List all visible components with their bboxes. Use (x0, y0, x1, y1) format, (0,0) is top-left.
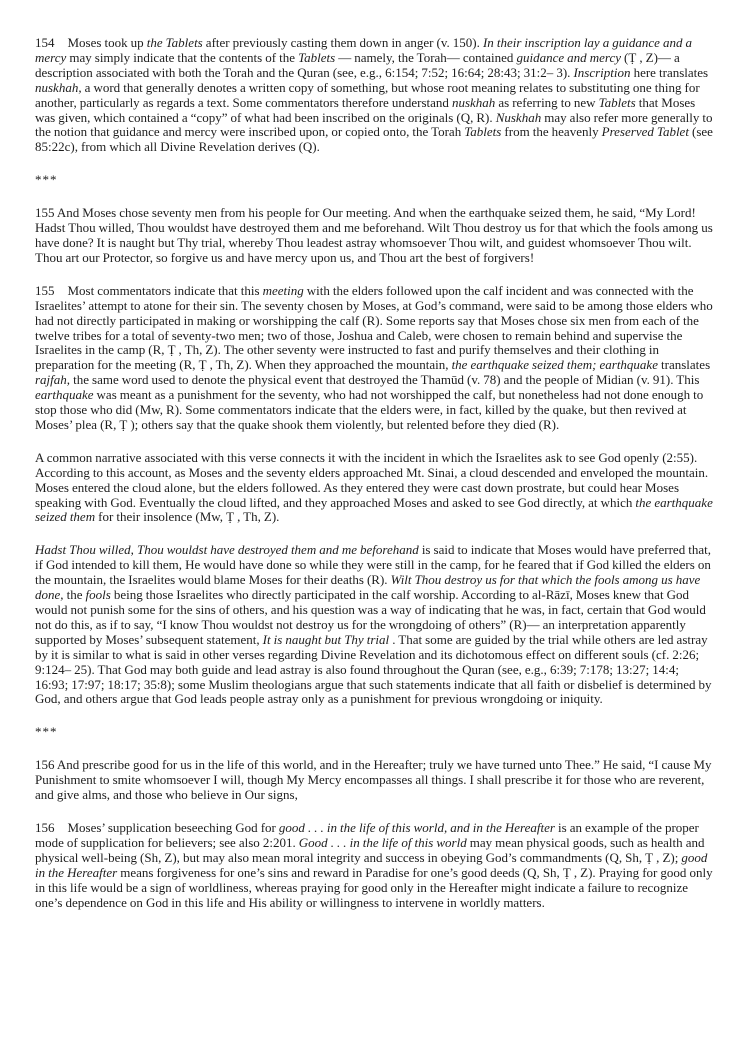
commentary-paragraph-154 (35, 36, 715, 155)
text-run: translates (657, 357, 711, 373)
italic-phrase: earthquake (35, 387, 94, 403)
text-run: that Moses was given, which contained a “copy” of what had been inscribed on the originals (Q, R). (35, 94, 696, 125)
italic-phrase: Tablets (598, 94, 636, 110)
section-separator-2: *** (35, 724, 58, 740)
text-run: here translates (630, 64, 709, 80)
text-run: means forgiveness for one’s sins and reward in Paradise for one’s good deeds (Q, Sh, Ṭ , Z). Praying for good only in this life would be a sign of worldliness, whereas praying for good only in the Hereafter might indicate a failure to recognize one’s dependence on God in this life and His ability or willingness to intervene in worldly matters. (35, 864, 713, 910)
commentary-text-container (35, 36, 715, 910)
italic-phrase: rajfah, (35, 372, 71, 388)
italic-phrase: Good . . . in the life of this world (298, 834, 467, 850)
text-run: is said to indicate that Moses would have preferred that, if God intended to kill them, He would have done so while they were still in the camp, for he feared that if God killed the elders on the mountain, the Israelites would blame Moses for their deaths (R). (35, 542, 711, 588)
text-run: from the heavenly (501, 124, 602, 140)
italic-phrase: meeting (262, 282, 304, 298)
text-run: the (63, 587, 86, 603)
italic-phrase: Preserved Tablet (601, 124, 689, 140)
text-run: was meant as a punishment for the seventy, who had not worshipped the calf, but nonetheless had not done enough to stop those who did (Mw, R). Some commentators indicate that the elders were, in fact, killed by the quake, but then revived at Moses’ plea (R, Ṭ ); others say that the quake shook them violently, but relented before they died (R). (35, 387, 704, 432)
italic-phrase: the earthquake seized them; earthquake (451, 357, 658, 373)
text-run: . That some are guided by the trial while others are led astray by it is similar to what is said in other verses regarding Divine Revelation and its dichotomous effect on different souls (cf. 2:26; 9:124– 25). That God may both guide and lead astray is also found throughout the Quran (see, e.g., 6:39; 7:178; 13:27; 14:4; 16:93; 17:97; 18:17; 35:8); some Muslim theologians argue that such statements indicate that all faith or disbelief is determined by God, and others argue that God leads people astray only as a punishment for previous wrongdoing or iniquity. (35, 631, 712, 707)
text-run: — namely, the Torah— contained (335, 49, 517, 65)
text-run: the same word used to denote the physical event that destroyed the Thamūd (v. 78) and the people of Midian (v. 91). This (70, 372, 700, 388)
italic-phrase: fools (85, 587, 111, 603)
italic-phrase: the earthquake seized them (35, 494, 713, 525)
italic-phrase: Inscription (573, 64, 631, 80)
text-run: may simply indicate that the contents of the (66, 49, 299, 65)
text-run: for their insolence (Mw, Ṭ , Th, Z). (95, 509, 280, 525)
commentary-paragraph-155 (35, 284, 715, 433)
italic-phrase: good . . . in the life of this world, and in the Hereafter (278, 819, 555, 835)
text-run: 156 Moses’ supplication beseeching God for (35, 819, 279, 835)
commentary-paragraph-156 (35, 821, 715, 910)
text-run: is an example of the proper mode of supplication for believers; see also 2:201. (35, 819, 699, 850)
text-run: (Ṭ , Z)— a description associated with both the Torah and the Quran (see, e.g., 6:154; 7:52; 16:64; 28:43; 31:2– 3). (35, 49, 680, 80)
text-run: a word that generally denotes a written copy of something, but whose root meaning relates to substituting one thing for another, particularly as regards a text. Some commentators therefore understand (35, 79, 700, 110)
italic-phrase: the Tablets (146, 35, 203, 50)
text-run: may mean physical goods, such as health and physical well-being (Sh, Z), but may also mean moral integrity and success in obeying God’s commandments (Q, Sh, Ṭ , Z); (35, 834, 705, 865)
italic-phrase: Nuskhah (495, 109, 542, 125)
commentary-paragraph-155-hadst-thou (35, 543, 715, 707)
italic-phrase: Hadst Thou willed, Thou wouldst have destroyed them and me beforehand (35, 542, 419, 558)
verse-paragraph-155 (35, 206, 715, 266)
text-run: being those Israelites who directly participated in the calf worship. According to al-Rāzī, Moses knew that God would not punish some for the sins of others, and his question was a way of indicating that he was, in fact, certain that God would not do this, as if to say, “I know Thou wouldst not destroy us for the wrongdoing of others” (R)— an interpretation apparently supported by Moses’ subsequent statement, (35, 587, 706, 647)
text-run: (see 85:22c), from which all Divine Revelation derives (Q). (35, 124, 713, 155)
section-separator-1: *** (35, 172, 58, 188)
text-run: with the elders followed upon the calf incident and was connected with the Israelites’ attempt to atone for their sin. The seventy chosen by Moses, at God’s command, were said to be among those elders who had not directly participated in making or worshipping the calf (R). Some reports say that Moses chose six men from each of the twelve tribes for a total of seventy-two men; two of those, Joshua and Caleb, were chosen to remain behind and supervise the Israelites in the camp (R, Ṭ , Th, Z). The other seventy were instructed to fast and purify themselves and their clothing in preparation for the meeting (R, Ṭ , Th, Z). When they approached the mountain, (35, 282, 713, 373)
text-run: after previously casting them down in anger (v. 150). (202, 35, 483, 50)
italic-phrase: nuskhah (451, 94, 496, 110)
commentary-paragraph-155-narrative (35, 451, 715, 526)
text-run: 155 And Moses chose seventy men from his people for Our meeting. And when the earthquake seized them, he said, “My Lord! Hadst Thou willed, Thou wouldst have destroyed them and me beforehand. Wilt Thou destroy us for that which the fools among us have done? It is naught but Thy trial, whereby Thou leadest astray whomsoever Thou wilt, and guidest whomsoever Thou wilt. Thou art our Protector, so forgive us and have mercy upon us, and Thou art the best of forgivers! (35, 205, 713, 265)
text-run: 155 Most commentators indicate that this (35, 282, 263, 298)
text-run: 156 And prescribe good for us in the life of this world, and in the Hereafter; truly we have turned unto Thee.” He said, “I cause My Punishment to smite whomsoever I will, though My Mercy encompasses all things. I shall prescribe it for those who are reverent, and give alms, and those who believe in Our signs, (35, 757, 712, 803)
text-run: A common narrative associated with this verse connects it with the incident in which the Israelites ask to see God openly (2:55). According to this account, as Moses and the seventy elders approached Mt. Sinai, a cloud descended and enveloped the mountain. Moses entered the cloud alone, but the elders followed. As they entered they were cast down prostrate, but could hear Moses speaking with God. Eventually the cloud lifted, and they approached Moses and asked to see God directly, at which (35, 449, 709, 510)
text-run: 154 Moses took up (35, 35, 147, 50)
italic-phrase: In their inscription lay a guidance and a mercy (35, 35, 693, 65)
italic-phrase: Tablets (464, 124, 502, 140)
verse-paragraph-156 (35, 758, 715, 803)
text-run: may also refer more generally to the notion that guidance and mercy were inscribed upon, or copied onto, the Torah (35, 109, 713, 140)
italic-phrase: nuskhah, (35, 79, 82, 95)
italic-phrase: Tablets (298, 49, 336, 65)
text-run: as referring to new (495, 94, 599, 110)
italic-phrase: good in the Hereafter (35, 849, 708, 880)
italic-phrase: It is naught but Thy trial (262, 631, 390, 647)
italic-phrase: Wilt Thou destroy us for that which the fools among us have done, (35, 572, 701, 603)
italic-phrase: guidance and mercy (516, 49, 621, 65)
